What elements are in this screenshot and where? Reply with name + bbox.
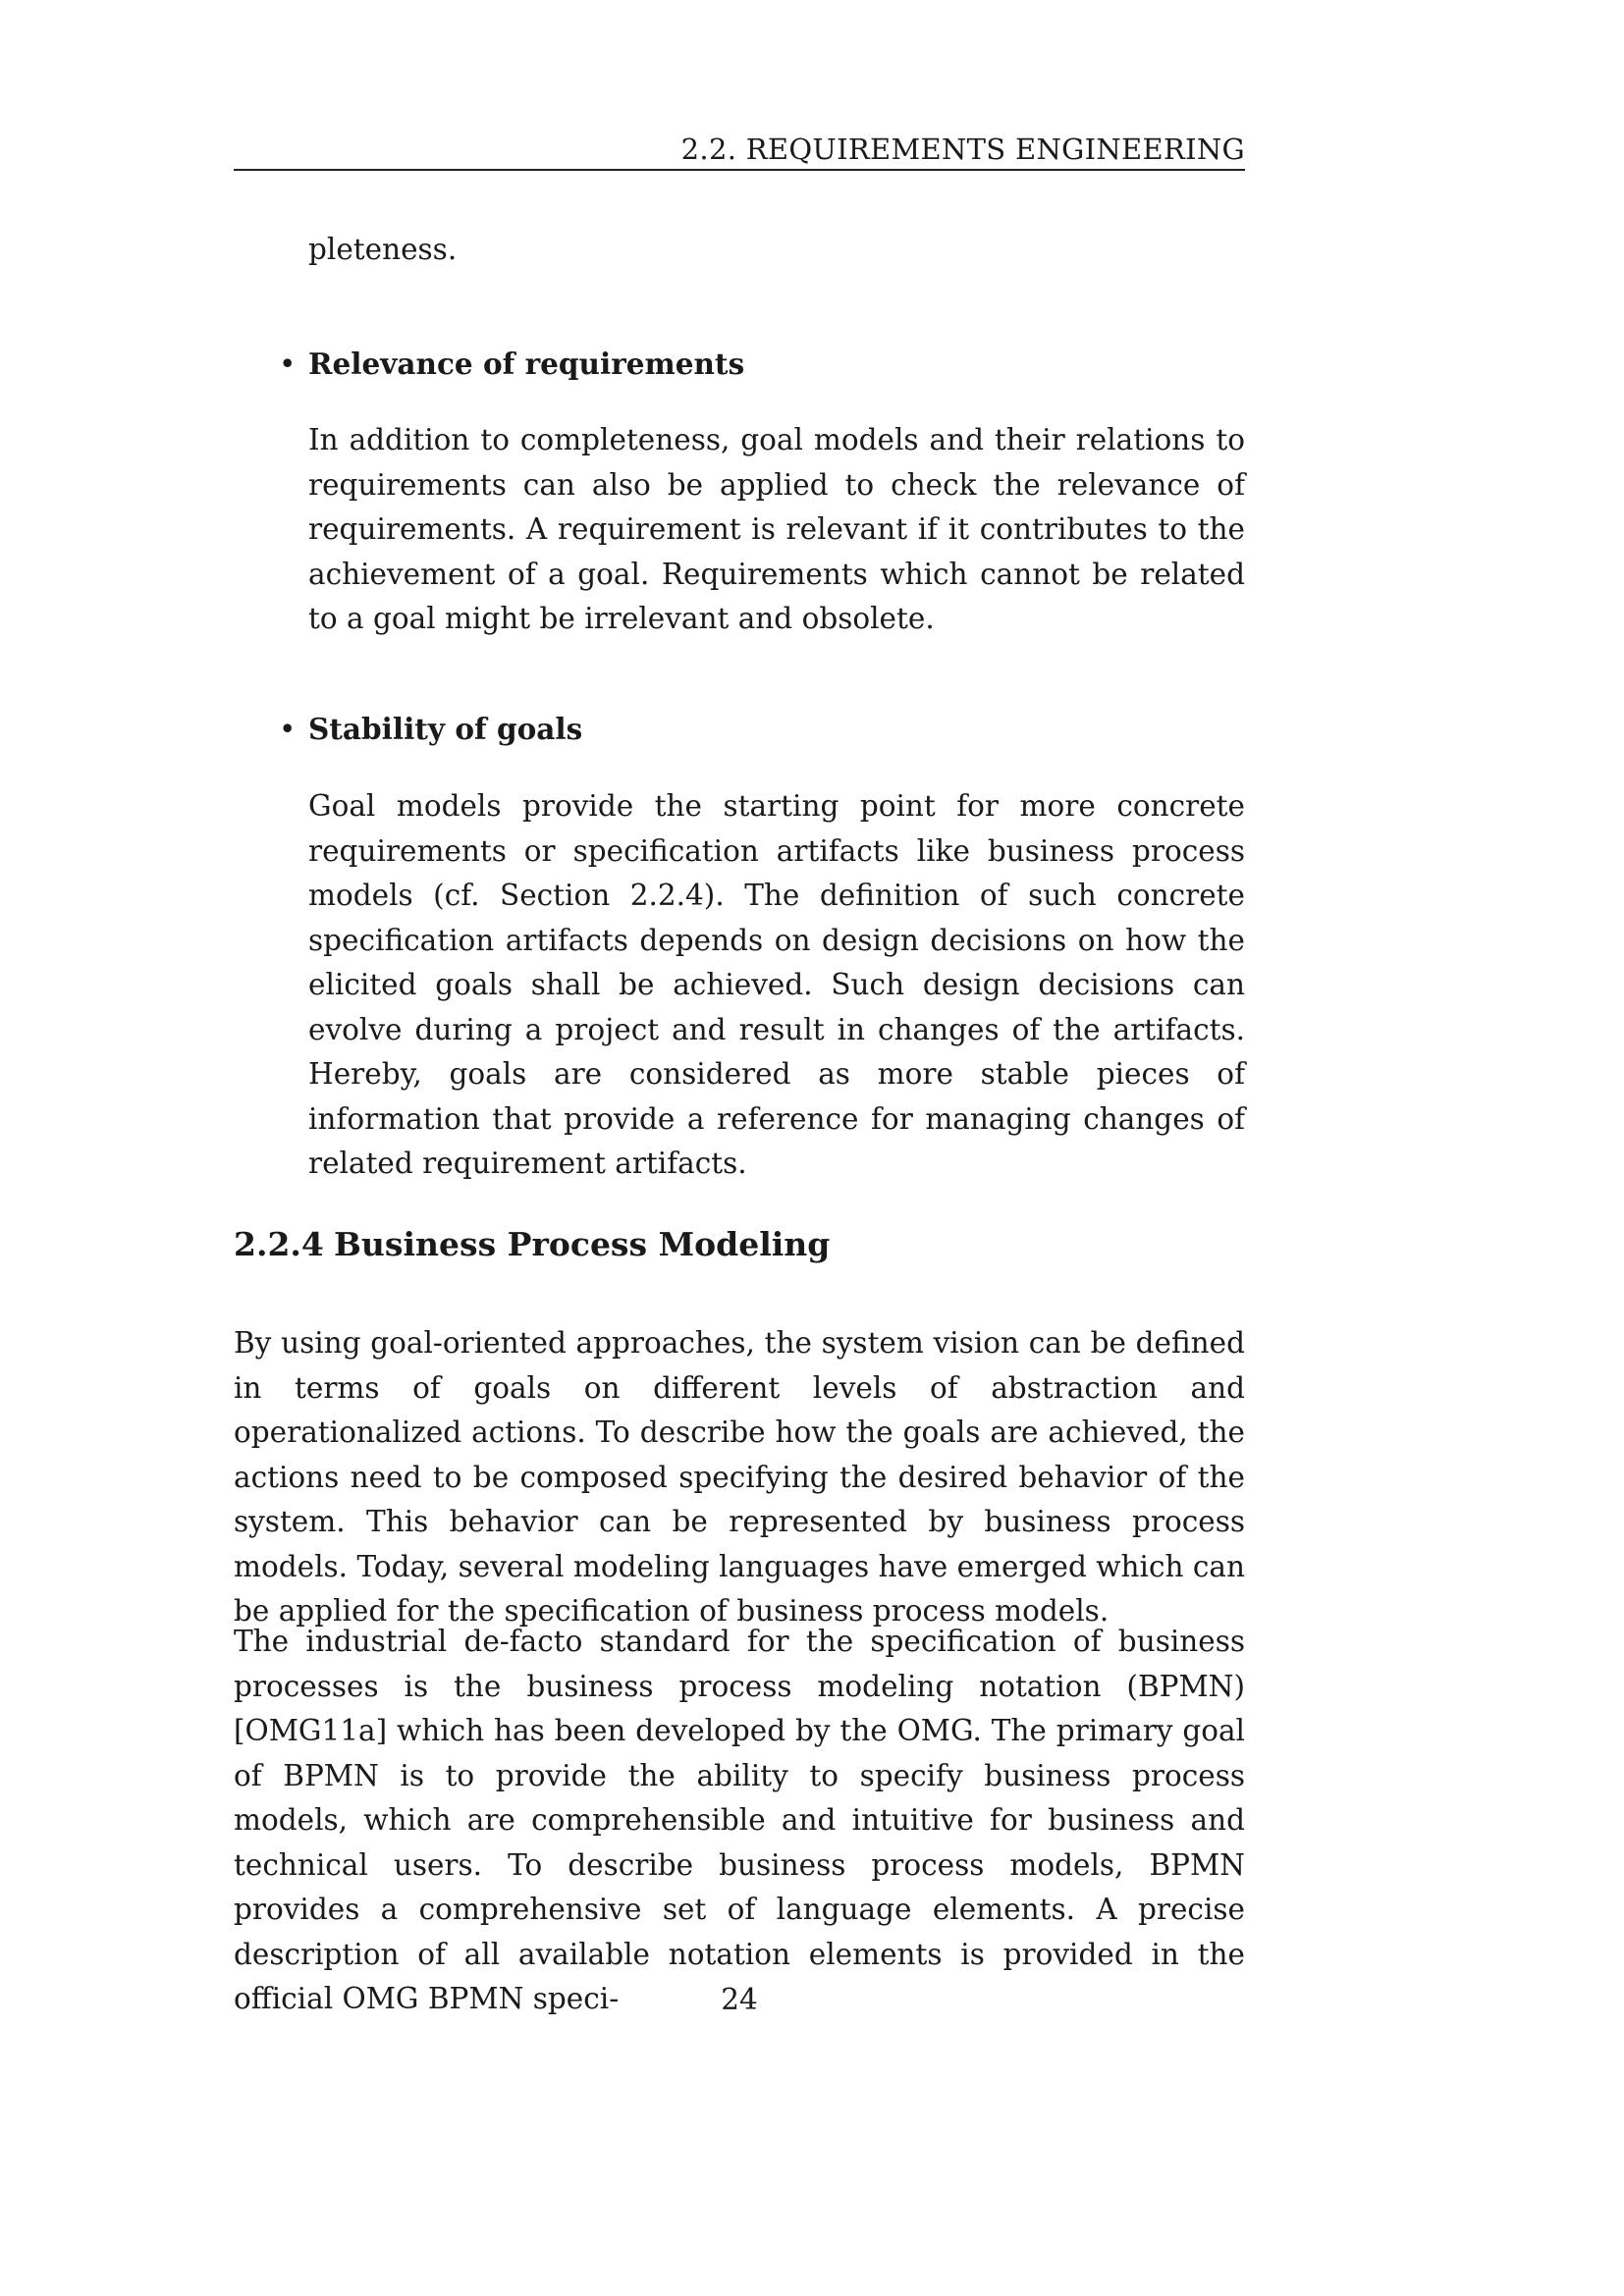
bullet-title-stability: Stability of goals <box>308 712 583 746</box>
body-paragraph-2: The industrial de-facto standard for the specification of business processes is the business process modeling notation (BPMN) [OMG11a] which has been developed by the OMG. The primary goal of BPMN is to provide the ability to specify business process models, which are comprehensible and intuitive for business and technical users. To describe business process models, BPMN provides a comprehensive set of language elements. A precise description of all available notation elements is provided in the official OMG BPMN speci- <box>234 1625 1245 2015</box>
bullet-title-relevance: Relevance of requirements <box>308 347 745 381</box>
section-title: Business Process Modeling <box>334 1225 831 1263</box>
section-number: 2.2.4 <box>234 1225 324 1263</box>
bullet-marker: • <box>279 713 297 746</box>
continuation-text: pleteness. <box>308 233 458 266</box>
section-heading <box>234 1223 830 1266</box>
body-paragraph-1: By using goal-oriented approaches, the system vision can be defined in terms of goals on different levels of abstraction and operationalized actions. To describe how the goals are achieved, the actions need to be composed specifying the desired behavior of the system. This behavior can be represented by business process models. Today, several modeling languages have emerged which can be applied for the specification of business process models. <box>234 1326 1245 1628</box>
page-number: 24 <box>721 1983 758 2016</box>
running-header <box>234 130 1245 171</box>
running-title: 2.2. REQUIREMENTS ENGINEERING <box>680 133 1245 166</box>
bullet-marker: • <box>279 347 297 381</box>
bullet-body-relevance: In addition to completeness, goal models and their relations to requirements can also be applied to check the relevance of requirements. A requirement is relevant if it contributes to the achievement of a goal. Requirements which cannot be related to a goal might be irrelevant and obsolete. <box>308 423 1245 635</box>
bullet-body-stability: Goal models provide the starting point for more concrete requirements or specification artifacts like business process models (cf. Section 2.2.4). The definition of such concrete specification artifacts depends on design decisions on how the elicited goals shall be achieved. Such design decisions can evolve during a project and result in changes of the artifacts. Hereby, goals are considered as more stable pieces of information that provide a reference for managing changes of related requirement artifacts. <box>308 789 1245 1180</box>
